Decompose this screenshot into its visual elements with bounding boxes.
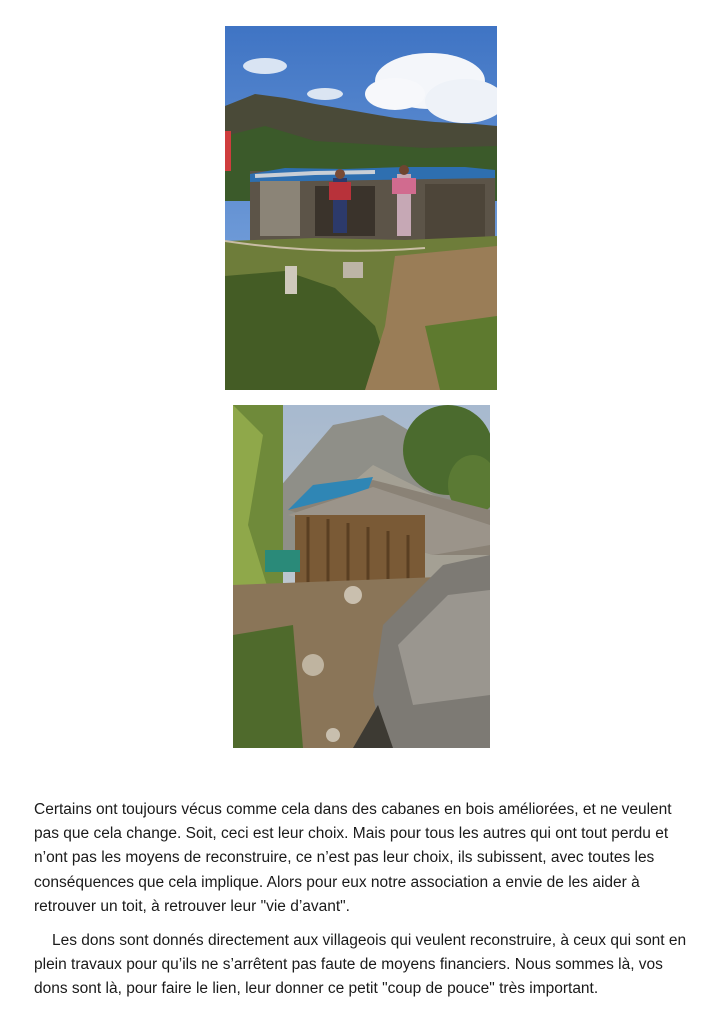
- photo-huts-two-women: [225, 26, 497, 390]
- paragraph-1: Certains ont toujours vécus comme cela dans des cabanes en bois améliorées, et ne veulent pas que cela change. Soit, ceci est leur choix. Mais pour tous les autres qui ont tout perdu et n’ont pas les moyens de reconstruire, ce n’est pas leur choix, ils subissent, avec toutes les conséquences que cela implique. Alors pour eux notre association a envie de les aider à retrouver un toit, à retrouver leur "vie d’avant".: [34, 801, 672, 915]
- photo-wooden-hut-hillside: [233, 405, 490, 748]
- article-text: [34, 798, 694, 1002]
- paragraph-2: Les dons sont donnés directement aux villageois qui veulent reconstruire, à ceux qui sont en plein travaux pour qu’ils ne s’arrêtent pas faute de moyens financiers. Nous sommes là, vos dons sont là, pour faire le lien, leur donner ce petit "coup de pouce" très important.: [34, 932, 687, 998]
